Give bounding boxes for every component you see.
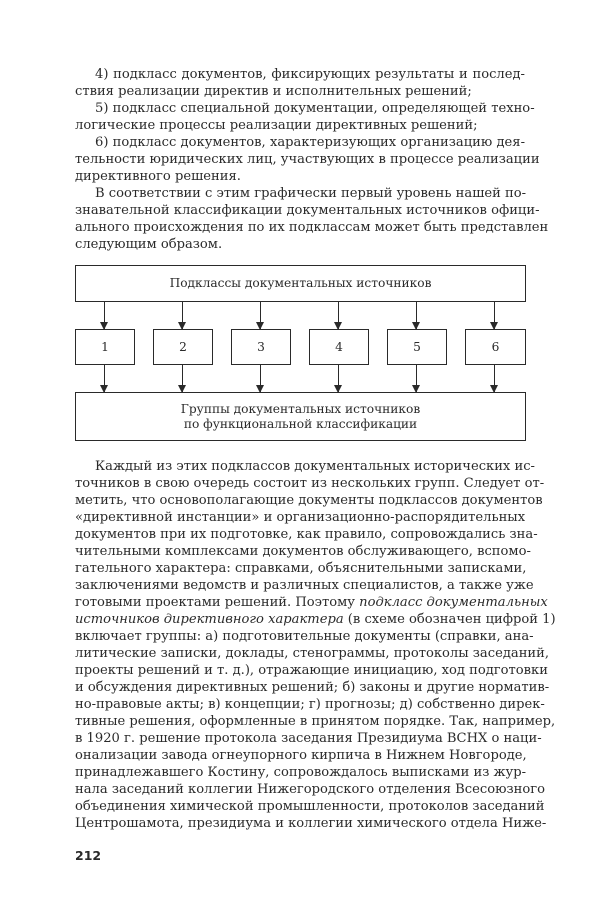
groups-box	[75, 392, 526, 441]
groups-box-line1: Группы документальных источников	[180, 401, 421, 416]
text-line: 4) подкласс документов, фиксирующих результаты и послед-	[95, 67, 525, 82]
arrow-down-icon	[104, 302, 105, 329]
text-line: Каждый из этих подклассов документальных исторических ис-	[95, 459, 535, 474]
groups-box-line2: по функциональной классификации	[183, 416, 418, 431]
italic-term: подкласс документальных	[359, 595, 548, 610]
arrow-down-icon	[182, 302, 183, 329]
text-line: но-правовые акты; в) концепции; г) прогнозы; д) собственно дирек-	[75, 697, 545, 712]
text-line	[75, 611, 556, 628]
arrow-down-icon	[338, 302, 339, 329]
text-line: «директивной инстанции» и организационно-распорядительных	[75, 510, 526, 525]
subclass-box-6	[465, 329, 526, 365]
text-line: и обсуждения директивных решений; б) законы и другие норматив-	[75, 680, 550, 695]
subclass-box-1	[75, 329, 135, 365]
subclass-box-3	[231, 329, 291, 365]
arrow-down-icon	[104, 365, 105, 392]
subclass-box-2	[153, 329, 213, 365]
arrow-down-icon	[260, 302, 261, 329]
text-line: литические записки, доклады, стенограммы, протоколы заседаний,	[75, 646, 550, 661]
text-line: чительными комплексами документов обслуживающего, вспомо-	[75, 544, 531, 559]
text-line: в 1920 г. решение протокола заседания Президиума ВСНХ о наци-	[75, 731, 542, 746]
text-line: метить, что основополагающие документы подклассов документов	[75, 493, 543, 508]
text-line: ствия реализации директив и исполнительных решений;	[75, 84, 472, 99]
text-line: 6) подкласс документов, характеризующих организацию дея-	[95, 135, 525, 150]
text-span: (в схеме обозначен цифрой 1)	[343, 612, 556, 627]
subclasses-box-label: Подклассы документальных источников	[169, 276, 432, 290]
text-line: логические процессы реализации директивных решений;	[75, 118, 478, 133]
text-line: онализации завода огнеупорного кирпича в Нижнем Новгороде,	[75, 748, 527, 763]
arrow-down-icon	[416, 302, 417, 329]
text-span: готовыми проектами решений. Поэтому	[75, 595, 360, 610]
page-number: 212	[75, 848, 102, 863]
text-line: нала заседаний коллегии Нижегородского отделения Всесоюзного	[75, 782, 546, 797]
arrow-down-icon	[260, 365, 261, 392]
text-line: 5) подкласс специальной документации, определяющей техно-	[95, 101, 535, 116]
arrow-down-icon	[494, 365, 495, 392]
subclass-number: 1	[101, 339, 109, 354]
subclass-box-5	[387, 329, 447, 365]
text-line: принадлежавшего Костину, сопровождалось выписками из жур-	[75, 765, 527, 780]
arrow-down-icon	[416, 365, 417, 392]
text-line: объединения химической промышленности, протоколов заседаний	[75, 799, 545, 814]
text-line: ального происхождения по их подклассам может быть представлен	[75, 220, 549, 235]
subclass-number: 6	[491, 339, 500, 354]
text-line: документов при их подготовке, как правило, сопровождались зна-	[75, 527, 538, 542]
arrow-down-icon	[182, 365, 183, 392]
subclass-number: 4	[335, 339, 343, 354]
subclass-number: 2	[179, 339, 187, 354]
text-line: директивного решения.	[75, 169, 241, 184]
text-line: тивные решения, оформленные в принятом порядке. Так, например,	[75, 714, 556, 729]
arrow-down-icon	[494, 302, 495, 329]
text-line: В соответствии с этим графически первый уровень нашей по-	[95, 186, 527, 201]
subclass-box-4	[309, 329, 369, 365]
text-line: Центрошамота, президиума и коллегии химического отдела Ниже-	[75, 816, 547, 831]
subclass-number: 5	[413, 339, 421, 354]
arrow-down-icon	[338, 365, 339, 392]
text-line: следующим образом.	[75, 237, 223, 252]
text-line	[75, 594, 548, 611]
text-line: включает группы: а) подготовительные документы (справки, ана-	[75, 629, 534, 644]
subclasses-box	[75, 265, 526, 302]
subclass-number: 3	[257, 339, 265, 354]
text-line: заключениями ведомств и различных специалистов, а также уже	[75, 578, 534, 593]
text-line: проекты решений и т. д.), отражающие инициацию, ход подготовки	[75, 663, 548, 678]
text-line: точников в свою очередь состоит из нескольких групп. Следует от-	[75, 476, 545, 491]
classification-diagram	[75, 265, 526, 441]
text-line: гательного характера: справками, объяснительными записками,	[75, 561, 527, 576]
text-line: знавательной классификации документальных источников офици-	[75, 203, 540, 218]
italic-term: источников директивного характера	[75, 612, 344, 627]
text-line: тельности юридических лиц, участвующих в процессе реализации	[75, 152, 540, 167]
